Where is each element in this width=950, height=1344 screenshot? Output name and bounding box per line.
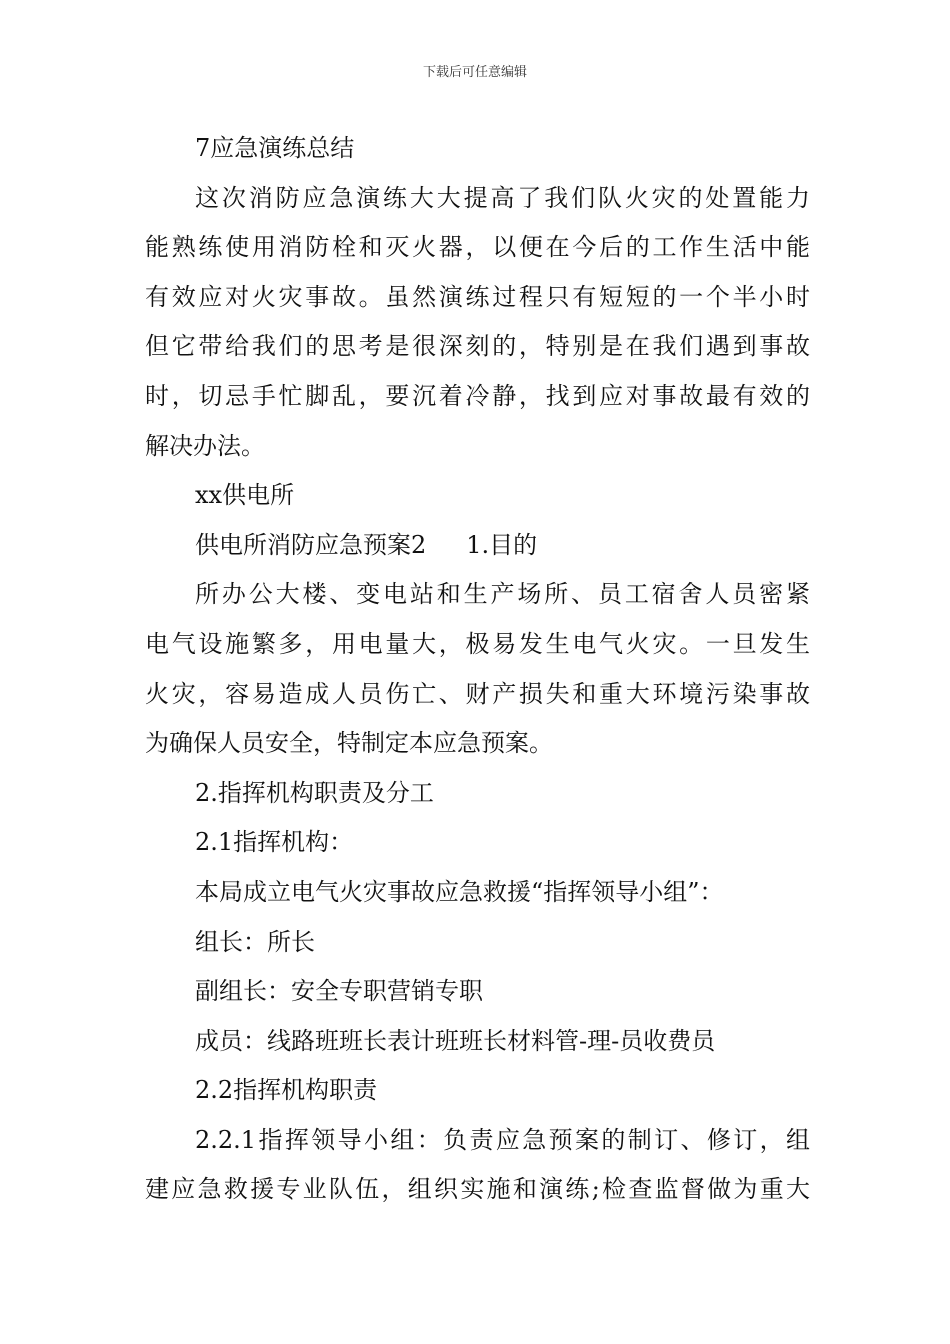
section-heading: 2.1指挥机构： — [195, 828, 354, 857]
paragraph-line: 组长：所长 — [195, 927, 315, 956]
paragraph-line: 成员：线路班班长表计班班长材料管-理-员收费员 — [195, 1026, 716, 1055]
paragraph-line: 但它带给我们的思考是很深刻的，特别是在我们遇到事故 — [145, 332, 810, 361]
paragraph-line: 能熟练使用消防栓和灭火器，以便在今后的工作生活中能 — [145, 233, 810, 262]
section-heading: 2.指挥机构职责及分工 — [195, 778, 434, 807]
paragraph-line: 2.2.1指挥领导小组：负责应急预案的制订、修订，组 — [195, 1125, 810, 1154]
paragraph-line: 所办公大楼、变电站和生产场所、员工宿舍人员密紧 — [195, 580, 810, 609]
paragraph-line: 时，切忌手忙脚乱，要沉着冷静，找到应对事故最有效的 — [145, 381, 810, 410]
document-title: 供电所消防应急预案2 — [195, 530, 427, 559]
paragraph-line: 建应急救援专业队伍，组织实施和演练;检查监督做为重大 — [145, 1175, 810, 1204]
page-header-note: 下载后可任意编辑 — [422, 65, 527, 80]
paragraph-line: 有效应对火灾事故。虽然演练过程只有短短的一个半小时 — [145, 282, 810, 311]
section-heading: 1.目的 — [466, 530, 538, 559]
paragraph-line: 火灾，容易造成人员伤亡、财产损失和重大环境污染事故 — [145, 679, 810, 708]
paragraph-line: 电气设施繁多，用电量大，极易发生电气火灾。一旦发生 — [145, 629, 810, 658]
document-body — [145, 124, 810, 1215]
paragraph-line: 副组长：安全专职营销专职 — [195, 977, 483, 1006]
section-heading: 2.2指挥机构职责 — [195, 1076, 378, 1105]
signature-line: xx供电所 — [195, 481, 295, 510]
paragraph-line: 这次消防应急演练大大提高了我们队火灾的处置能力 — [195, 183, 810, 212]
document-title-line — [145, 521, 810, 571]
paragraph-line: 解决办法。 — [145, 431, 265, 460]
paragraph-line: 本局成立电气火灾事故应急救援“指挥领导小组”： — [195, 877, 724, 906]
paragraph-line: 为确保人员安全，特制定本应急预案。 — [145, 729, 553, 758]
section-heading: 7应急演练总结 — [195, 134, 355, 162]
